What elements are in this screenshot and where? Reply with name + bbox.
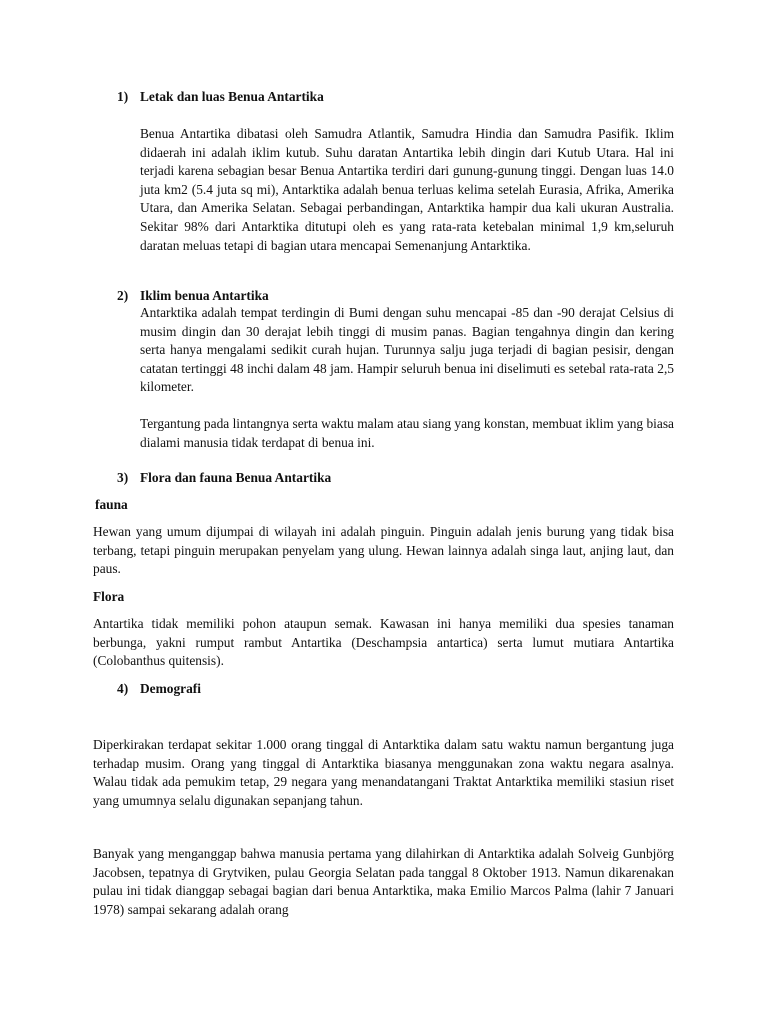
- section-2-number: 2): [117, 288, 129, 303]
- section-2-paragraph-1: Antarktika adalah tempat terdingin di Bumi dengan suhu mencapai -85 dan -90 derajat Celsius di musim dingin dan 30 derajat lebih tinggi di musim panas. Bagian tengahnya dingin dan kering serta hanya mengalami sedikit curah hujan. Turunnya salju juga terjadi di bagian pesisir, dengan catatan tertinggi 48 inchi dalam 48 jam. Hampir seluruh benua ini diselimuti es setebal rata-rata 2,5 kilometer.: [140, 305, 674, 395]
- section-2-title: Iklim benua Antartika: [140, 288, 269, 303]
- section-4-paragraph-2: Banyak yang menganggap bahwa manusia pertama yang dilahirkan di Antarktika adalah Solveig Gunbjörg Jacobsen, tepatnya di Grytviken, pulau Georgia Selatan pada tanggal 8 Oktober 1913. Namun dikarenakan pulau ini tidak dianggap sebagai bagian dari benua Antarktika, maka Emilio Marcos Palma (lahir 7 Januari 1978) sampai sekarang adalah orang: [93, 846, 674, 917]
- section-1-paragraph: Benua Antartika dibatasi oleh Samudra Atlantik, Samudra Hindia dan Samudra Pasifik. Iklim didaerah ini adalah iklim kutub. Suhu daratan Antartika lebih dingin dari Kutub Utara. Hal ini terjadi karena sebagian besar Benua Antartika terdiri dari gunung-gunung tinggi. Dengan luas 14.0 juta km2 (5.4 juta sq mi), Antarktika adalah benua terluas kelima setelah Eurasia, Afrika, Amerika Utara, dan Amerika Selatan. Sebagai perbandingan, Antarktika hampir dua kali ukuran Australia. Sekitar 98% dari Antarktika ditutupi oleh es yang rata-rata ketebalan minimal 1,9 km,seluruh daratan meluas tetapi di bagian utara mencapai Semenanjung Antarktika.: [140, 126, 674, 253]
- section-3-heading: [117, 469, 331, 488]
- section-2-paragraph-2: Tergantung pada lintangnya serta waktu malam atau siang yang konstan, membuat iklim yang biasa dialami manusia tidak terdapat di benua ini.: [140, 416, 674, 450]
- section-4-number: 4): [117, 681, 129, 696]
- fauna-subheading: fauna: [95, 497, 128, 512]
- section-3-title: Flora dan fauna Benua Antartika: [140, 470, 332, 485]
- fauna-paragraph: Hewan yang umum dijumpai di wilayah ini adalah pinguin. Pinguin adalah jenis burung yang tidak bisa terbang, tetapi pinguin merupakan penyelam yang ulung. Hewan lainnya adalah singa laut, anjing laut, dan paus.: [93, 524, 674, 577]
- section-4-paragraph-1: Diperkirakan terdapat sekitar 1.000 orang tinggal di Antarktika dalam satu waktu namun bergantung juga terhadap musim. Orang yang tinggal di Antarktika biasanya menggunakan zona waktu negara asalnya. Walau tidak ada pemukim tetap, 29 negara yang menandatangani Traktat Antarktika memiliki stasiun riset yang umumnya selalu digunakan sepanjang tahun.: [93, 737, 674, 808]
- section-4-title: Demografi: [140, 681, 201, 696]
- section-1-number: 1): [117, 89, 129, 104]
- flora-paragraph: Antartika tidak memiliki pohon ataupun semak. Kawasan ini hanya memiliki dua spesies tanaman berbunga, yakni rumput rambut Antartika (Deschampsia antartica) serta lumut mutiara Antartika (Colobanthus quitensis).: [93, 616, 674, 669]
- section-4-heading: [117, 680, 201, 699]
- flora-subheading: Flora: [93, 589, 125, 604]
- section-3-number: 3): [117, 470, 129, 485]
- section-1-title: Letak dan luas Benua Antartika: [140, 89, 324, 104]
- section-1-heading: [117, 88, 324, 107]
- section-2-heading: [117, 287, 269, 306]
